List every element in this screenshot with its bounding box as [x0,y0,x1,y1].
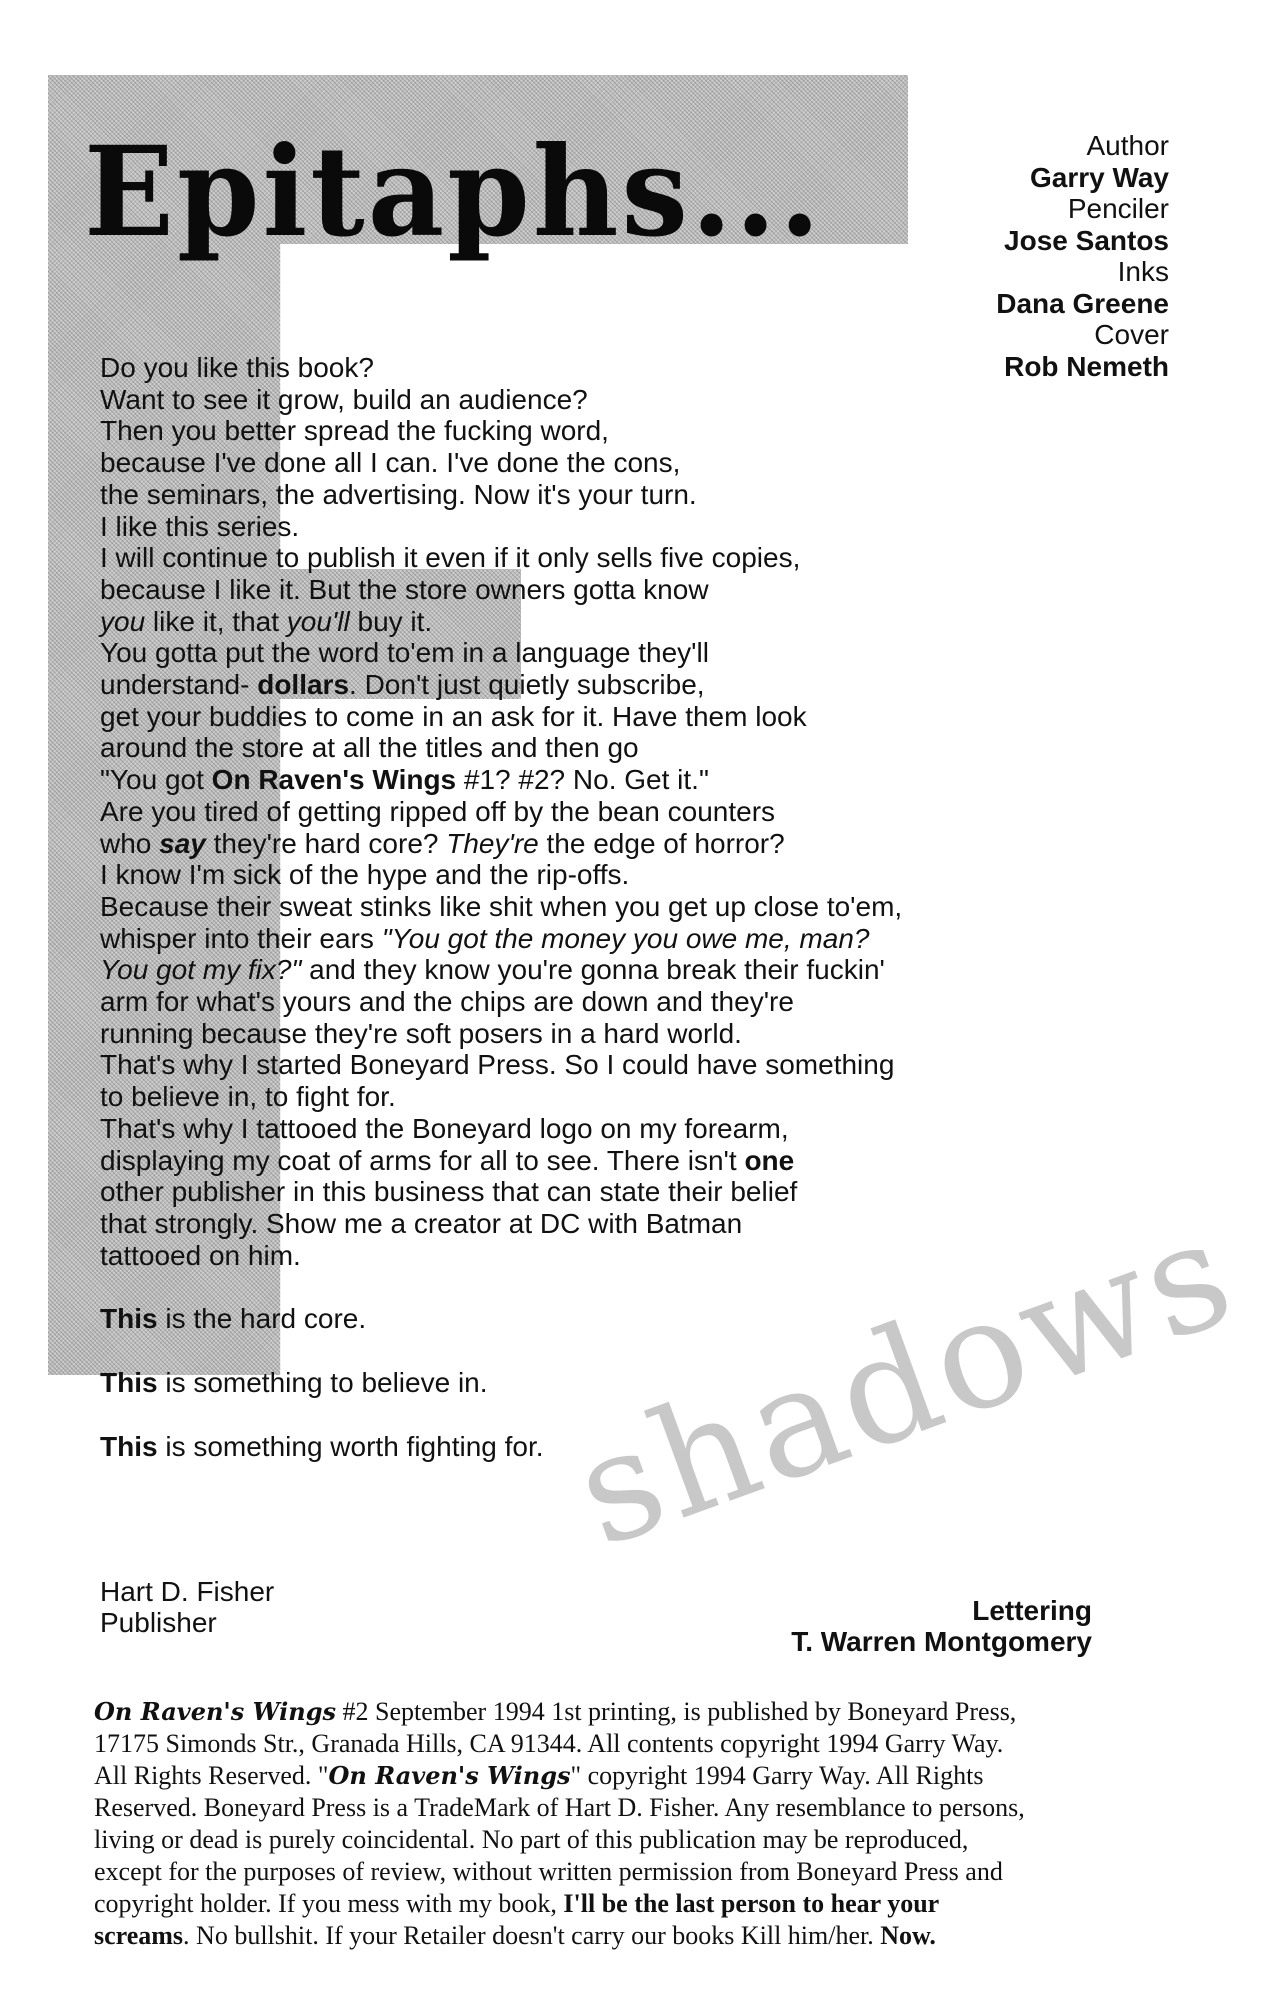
body-line: the seminars, the advertising. Now it's your turn. [100,478,697,510]
legal-fragment: #2 September 1994 1st printing, is published by Boneyard Press, [336,1697,1017,1726]
body-line: around the store at all the titles and then go [100,732,639,764]
lettering-credit [791,1595,1092,1657]
publisher-signature [100,1576,274,1638]
body-line: That's why I started Boneyard Press. So I could have something [100,1049,895,1081]
closing-line [100,1431,1110,1463]
emphasis: They're [446,827,539,859]
legal-indicia [94,1696,1204,1952]
legal-line: Reserved. Boneyard Press is a TradeMark of Hart D. Fisher. Any resemblance to persons, [94,1793,1025,1822]
body-line: that strongly. Show me a creator at DC with Batman [100,1207,743,1239]
body-fragment: . Don't just quietly subscribe, [349,669,705,701]
credit-role: Penciler [1067,193,1169,224]
book-logo-text: On Raven's Wings [94,1697,337,1726]
body-fragment: they're hard core? [205,827,447,859]
legal-bold: screams [94,1921,184,1950]
publisher-title: Publisher [100,1607,217,1638]
body-line: Want to see it grow, build an audience? [100,383,588,415]
body-line: get your buddies to come in an ask for it. Have them look [100,700,807,732]
legal-line: 17175 Simonds Str., Granada Hills, CA 91344. All contents copyright 1994 Garry Way. [94,1729,1004,1758]
body-fragment: "You got [100,764,212,796]
body-line: I like this series. [100,510,300,542]
legal-line: living or dead is purely coincidental. No part of this publication may be reproduced, [94,1825,969,1854]
body-fragment: understand- [100,669,258,701]
body-line: Are you tired of getting ripped off by the bean counters [100,795,776,827]
body-line: because I've done all I can. I've done the cons, [100,447,681,479]
legal-bold: I'll be the last person to hear your [563,1889,940,1918]
body-line: arm for what's yours and the chips are down and they're [100,986,794,1018]
legal-fragment: " copyright 1994 Garry Way. All Rights [570,1761,984,1790]
body-line: You gotta put the word to'em in a language they'll [100,637,709,669]
body-line [100,923,1110,955]
lettering-role: Lettering [972,1595,1092,1626]
legal-bold: Now. [880,1921,936,1950]
body-line [100,828,1110,860]
paragraph-gap [100,1335,1110,1367]
credit-name: Rob Nemeth [1004,350,1169,382]
credits-block [996,130,1169,382]
credit-name: Jose Santos [1004,224,1169,256]
emphasis-bold: This [100,1367,158,1399]
paragraph-gap [100,1271,1110,1303]
body-line [100,954,1110,986]
closing-line [100,1303,1110,1335]
body-fragment: and they know you're gonna break their fuckin' [301,954,885,986]
legal-line [94,1696,1204,1728]
body-line [100,1145,1110,1177]
emphasis-bold-italic: say [159,827,206,859]
legal-line [94,1888,1204,1920]
body-fragment: who [100,827,160,859]
publisher-name: Hart D. Fisher [100,1576,275,1607]
closing-line [100,1367,1110,1399]
emphasis: You got my fix?" [100,954,302,986]
body-line: to believe in, to fight for. [100,1081,396,1113]
legal-fragment: copyright holder. If you mess with my book, [94,1889,564,1918]
emphasis-bold: This [100,1303,158,1335]
credit-role: Cover [1094,319,1169,350]
body-fragment: is the hard core. [157,1303,367,1335]
body-fragment: displaying my coat of arms for all to see. There isn't [100,1144,745,1176]
body-line: I know I'm sick of the hype and the rip-offs. [100,859,630,891]
body-line: tattooed on him. [100,1239,301,1271]
body-line [100,764,1110,796]
body-line: Do you like this book? [100,352,374,383]
legal-line: except for the purposes of review, without written permission from Boneyard Press and [94,1857,1003,1886]
body-fragment: whisper into their ears [100,922,382,954]
body-line: Because their sweat stinks like shit when you get up close to'em, [100,890,903,922]
credit-role: Inks [1117,256,1169,287]
lettering-name: T. Warren Montgomery [791,1626,1092,1657]
body-line: I will continue to publish it even if it only sells five copies, [100,542,801,574]
body-fragment: like it, that [145,605,287,637]
body-line [100,669,1110,701]
body-line: running because they're soft posers in a hard world. [100,1017,742,1049]
legal-line [94,1760,1204,1792]
emphasis: "You got the money you owe me, man? [381,922,870,954]
book-title-bold: On Raven's Wings [211,764,457,796]
body-line: Then you better spread the fucking word, [100,415,609,447]
paragraph-gap [100,1399,1110,1431]
editorial-body [100,352,1110,1463]
body-line: other publisher in this business that can state their belief [100,1176,798,1208]
emphasis: you [100,605,146,637]
body-fragment: buy it. [349,605,433,637]
legal-line [94,1920,1204,1952]
legal-fragment: All Rights Reserved. " [94,1761,329,1790]
page-title: Epitaphs... [84,118,824,265]
shadows-watermark: shadows [554,1184,1256,1582]
body-fragment: #1? #2? No. Get it." [456,764,709,796]
body-fragment: the edge of horror? [538,827,785,859]
credit-name: Dana Greene [996,287,1169,319]
credit-role: Author [1086,130,1169,161]
book-logo-text: On Raven's Wings [328,1761,571,1790]
body-fragment: is something worth fighting for. [157,1430,544,1462]
body-line [100,606,1110,638]
credit-name: Garry Way [1029,161,1169,193]
emphasis-bold: one [744,1144,795,1176]
emphasis: you'll [286,605,350,637]
legal-fragment: . No bullshit. If your Retailer doesn't carry our books Kill him/her. [183,1921,881,1950]
body-line: That's why I tattooed the Boneyard logo on my forearm, [100,1112,789,1144]
emphasis-bold: dollars [257,669,350,701]
body-fragment: is something to believe in. [157,1367,488,1399]
emphasis-bold: This [100,1430,158,1462]
body-line: because I like it. But the store owners gotta know [100,573,709,605]
